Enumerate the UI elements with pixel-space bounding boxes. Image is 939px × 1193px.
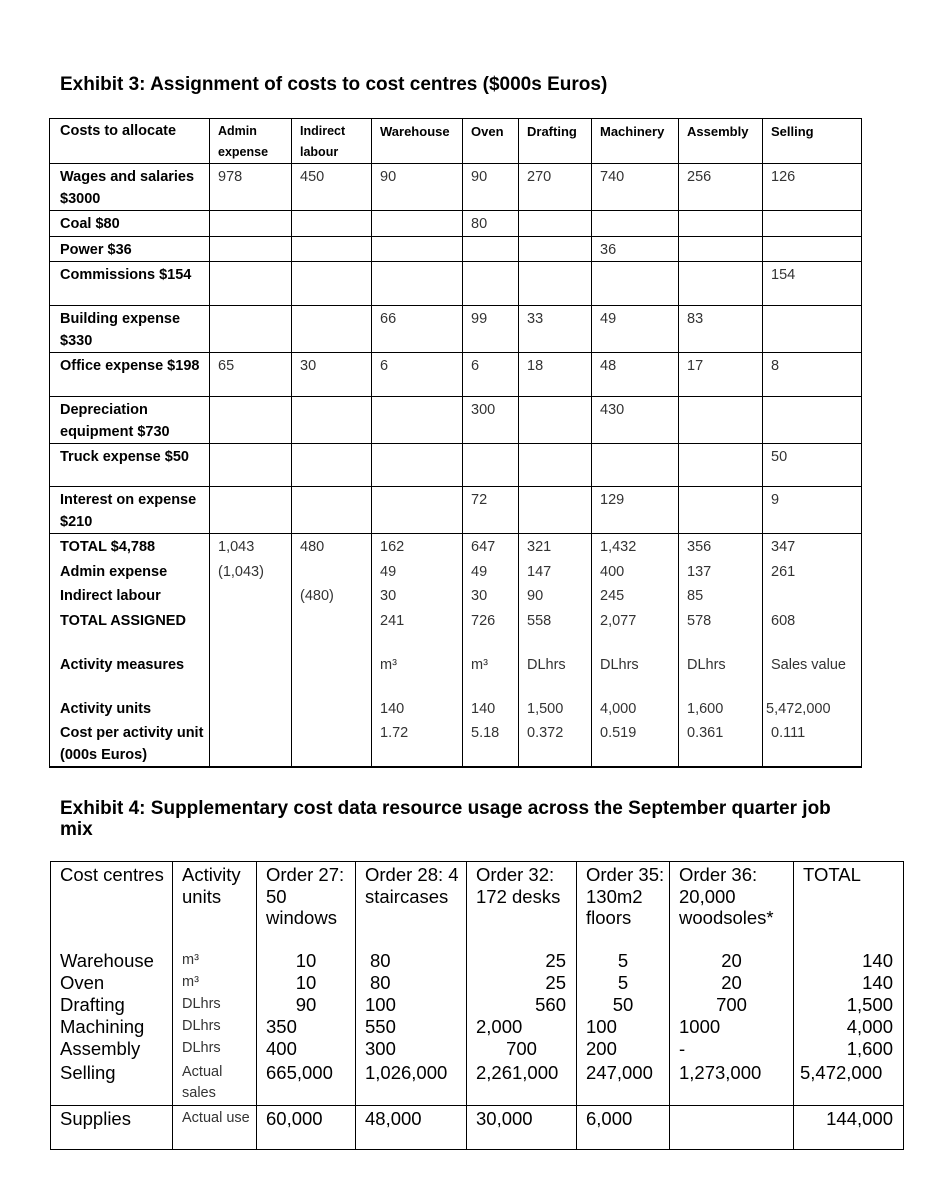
- table-cell: 85: [679, 583, 763, 608]
- table-cell: 1,043: [210, 534, 292, 559]
- table-cell: 1,500: [519, 696, 592, 721]
- table-cell: 30: [292, 353, 372, 397]
- table-cell: 90: [519, 583, 592, 608]
- table-cell: [372, 262, 463, 306]
- table-cell: 400: [257, 1038, 356, 1060]
- table-cell: 140: [463, 696, 519, 721]
- table-cell: 49: [372, 559, 463, 584]
- table-cell: 80: [463, 211, 519, 237]
- table-cell: 2,000: [467, 1016, 577, 1038]
- table-row: [50, 583, 862, 608]
- table-cell: 25: [467, 972, 577, 994]
- table-cell: 80: [356, 972, 467, 994]
- row-label: Truck expense $50: [50, 444, 210, 487]
- table-cell: [292, 720, 372, 767]
- table-cell: 647: [463, 534, 519, 559]
- table-cell: 270: [519, 164, 592, 211]
- table-cell: 100: [356, 994, 467, 1016]
- header-cell: Assembly: [679, 119, 763, 164]
- row-label: Cost per activity unit (000s Euros): [50, 720, 210, 767]
- row-label: Coal $80: [50, 211, 210, 237]
- header-cell: Oven: [463, 119, 519, 164]
- table-row: [50, 236, 862, 262]
- table-cell: [679, 397, 763, 444]
- row-label: Activity measures: [50, 652, 210, 696]
- header-cell: Indirect labour: [292, 119, 372, 164]
- table-cell: 578: [679, 608, 763, 652]
- table-cell: 256: [679, 164, 763, 211]
- table-cell: [592, 444, 679, 487]
- header-cell: Order 36: 20,000 woodsoles*: [670, 862, 794, 950]
- table-cell: 66: [372, 306, 463, 353]
- table-cell: [763, 306, 862, 353]
- row-label: Power $36: [50, 236, 210, 262]
- table-cell: 2,077: [592, 608, 679, 652]
- table-cell: 140: [794, 972, 904, 994]
- table-cell: 30: [372, 583, 463, 608]
- table-row: [50, 444, 862, 487]
- table-row: [51, 1060, 904, 1106]
- table-cell: 83: [679, 306, 763, 353]
- table-cell: [679, 262, 763, 306]
- table-cell: [292, 652, 372, 696]
- header-cell: Drafting: [519, 119, 592, 164]
- table-cell: [292, 397, 372, 444]
- table-cell: 30: [463, 583, 519, 608]
- table-cell: 72: [463, 487, 519, 534]
- unit-cell: Actual use: [173, 1105, 257, 1149]
- table-cell: [292, 262, 372, 306]
- table-cell: [763, 397, 862, 444]
- table-cell: (480): [292, 583, 372, 608]
- table-cell: [519, 444, 592, 487]
- table-row: [51, 950, 904, 972]
- table-cell: 1,600: [794, 1038, 904, 1060]
- table-cell: 30,000: [467, 1105, 577, 1149]
- table-cell: [519, 236, 592, 262]
- table-cell: 10: [257, 950, 356, 972]
- table-cell: [210, 487, 292, 534]
- row-label: Building expense $330: [50, 306, 210, 353]
- table-cell: 8: [763, 353, 862, 397]
- row-label: Depreciation equipment $730: [50, 397, 210, 444]
- table-cell: 6,000: [577, 1105, 670, 1149]
- table-cell: [292, 444, 372, 487]
- table-cell: [463, 444, 519, 487]
- table-cell: 200: [577, 1038, 670, 1060]
- table-cell: [210, 583, 292, 608]
- header-cell: Order 32: 172 desks: [467, 862, 577, 950]
- table-cell: 350: [257, 1016, 356, 1038]
- table-cell: DLhrs: [592, 652, 679, 696]
- table-cell: 2,261,000: [467, 1060, 577, 1106]
- table-cell: (1,043): [210, 559, 292, 584]
- table-cell: 245: [592, 583, 679, 608]
- table-cell: [210, 236, 292, 262]
- table-cell: 300: [356, 1038, 467, 1060]
- row-label: Indirect labour: [50, 583, 210, 608]
- table-cell: 0.372: [519, 720, 592, 767]
- table-cell: 700: [467, 1038, 577, 1060]
- table-cell: DLhrs: [679, 652, 763, 696]
- table-row: [50, 397, 862, 444]
- table-cell: 49: [592, 306, 679, 353]
- table-row: [50, 353, 862, 397]
- table-cell: [670, 1105, 794, 1149]
- table-cell: 1.72: [372, 720, 463, 767]
- table-cell: 1,432: [592, 534, 679, 559]
- table-cell: 33: [519, 306, 592, 353]
- table-row: [50, 608, 862, 652]
- table-cell: [519, 397, 592, 444]
- row-label: Drafting: [51, 994, 173, 1016]
- table-cell: 48: [592, 353, 679, 397]
- table-row: [50, 487, 862, 534]
- header-cell: Selling: [763, 119, 862, 164]
- table-cell: 36: [592, 236, 679, 262]
- table-cell: 0.519: [592, 720, 679, 767]
- table-cell: 20: [670, 950, 794, 972]
- exhibit4-header-row: [51, 862, 904, 950]
- row-label: TOTAL $4,788: [50, 534, 210, 559]
- table-cell: 90: [372, 164, 463, 211]
- row-label: Activity units: [50, 696, 210, 721]
- table-cell: 48,000: [356, 1105, 467, 1149]
- table-cell: [372, 444, 463, 487]
- table-cell: [210, 696, 292, 721]
- table-cell: 5,472,000: [794, 1060, 904, 1106]
- table-cell: 147: [519, 559, 592, 584]
- table-cell: m³: [463, 652, 519, 696]
- table-cell: 1,026,000: [356, 1060, 467, 1106]
- table-cell: [519, 211, 592, 237]
- table-cell: 140: [372, 696, 463, 721]
- table-cell: [679, 487, 763, 534]
- table-cell: 726: [463, 608, 519, 652]
- table-cell: [210, 211, 292, 237]
- row-label: TOTAL ASSIGNED: [50, 608, 210, 652]
- exhibit3-title: Exhibit 3: Assignment of costs to cost centres ($000s Euros): [60, 74, 608, 95]
- table-cell: 1,600: [679, 696, 763, 721]
- table-cell: Sales value: [763, 652, 862, 696]
- table-cell: [210, 397, 292, 444]
- exhibit4-table: [50, 861, 904, 1150]
- row-label: Office expense $198: [50, 353, 210, 397]
- table-cell: 400: [592, 559, 679, 584]
- table-cell: 140: [794, 950, 904, 972]
- table-row: [50, 164, 862, 211]
- table-cell: 17: [679, 353, 763, 397]
- row-label: Admin expense: [50, 559, 210, 584]
- row-label: Assembly: [51, 1038, 173, 1060]
- header-cell: Machinery: [592, 119, 679, 164]
- table-cell: [372, 236, 463, 262]
- table-cell: 0.111: [763, 720, 862, 767]
- table-cell: 300: [463, 397, 519, 444]
- table-cell: 20: [670, 972, 794, 994]
- table-cell: [210, 652, 292, 696]
- header-cell: Admin expense: [210, 119, 292, 164]
- table-cell: 356: [679, 534, 763, 559]
- table-cell: 1000: [670, 1016, 794, 1038]
- table-cell: [463, 236, 519, 262]
- table-cell: 1,500: [794, 994, 904, 1016]
- table-cell: 126: [763, 164, 862, 211]
- table-cell: 4,000: [794, 1016, 904, 1038]
- table-cell: [210, 608, 292, 652]
- table-cell: 321: [519, 534, 592, 559]
- table-cell: 65: [210, 353, 292, 397]
- header-cell: Costs to allocate: [50, 119, 210, 164]
- table-cell: 25: [467, 950, 577, 972]
- exhibit3-header-row: [50, 119, 862, 164]
- table-cell: -: [670, 1038, 794, 1060]
- table-cell: 99: [463, 306, 519, 353]
- table-cell: [763, 236, 862, 262]
- table-cell: 90: [463, 164, 519, 211]
- table-cell: 5.18: [463, 720, 519, 767]
- table-cell: 18: [519, 353, 592, 397]
- table-row: [50, 559, 862, 584]
- unit-cell: DLhrs: [173, 1016, 257, 1038]
- table-row: [51, 1016, 904, 1038]
- table-cell: [519, 487, 592, 534]
- table-cell: 4,000: [592, 696, 679, 721]
- table-cell: 60,000: [257, 1105, 356, 1149]
- table-cell: 90: [257, 994, 356, 1016]
- table-cell: 1,273,000: [670, 1060, 794, 1106]
- table-cell: 49: [463, 559, 519, 584]
- table-cell: 100: [577, 1016, 670, 1038]
- table-row: [51, 1038, 904, 1060]
- table-row: [50, 262, 862, 306]
- table-row: [51, 1105, 904, 1149]
- table-cell: [592, 262, 679, 306]
- table-cell: [592, 211, 679, 237]
- row-label: Oven: [51, 972, 173, 994]
- header-cell: Order 28: 4 staircases: [356, 862, 467, 950]
- table-cell: 978: [210, 164, 292, 211]
- table-cell: 430: [592, 397, 679, 444]
- table-cell: 347: [763, 534, 862, 559]
- table-cell: [519, 262, 592, 306]
- exhibit3-table: [49, 118, 862, 768]
- table-cell: [292, 559, 372, 584]
- table-cell: 162: [372, 534, 463, 559]
- header-cell: Cost centres: [51, 862, 173, 950]
- table-cell: 247,000: [577, 1060, 670, 1106]
- unit-cell: m³: [173, 972, 257, 994]
- row-label: Selling: [51, 1060, 173, 1106]
- table-cell: [210, 720, 292, 767]
- table-cell: [210, 262, 292, 306]
- table-cell: 50: [763, 444, 862, 487]
- row-label: Commissions $154: [50, 262, 210, 306]
- exhibit4-title: Exhibit 4: Supplementary cost data resource usage across the September quarter job mix: [60, 798, 831, 840]
- table-cell: [292, 696, 372, 721]
- row-label: Machining: [51, 1016, 173, 1038]
- table-cell: 50: [577, 994, 670, 1016]
- table-cell: 261: [763, 559, 862, 584]
- table-cell: [372, 487, 463, 534]
- table-cell: [463, 262, 519, 306]
- table-cell: 137: [679, 559, 763, 584]
- table-cell: 6: [463, 353, 519, 397]
- table-cell: [372, 397, 463, 444]
- table-cell: [292, 236, 372, 262]
- table-cell: [210, 306, 292, 353]
- table-cell: [372, 211, 463, 237]
- table-cell: 80: [356, 950, 467, 972]
- table-cell: 560: [467, 994, 577, 1016]
- table-cell: 5: [577, 972, 670, 994]
- header-cell: Activity units: [173, 862, 257, 950]
- table-cell: 558: [519, 608, 592, 652]
- table-cell: [679, 211, 763, 237]
- table-cell: 5: [577, 950, 670, 972]
- table-cell: [292, 211, 372, 237]
- table-cell: 6: [372, 353, 463, 397]
- table-cell: 608: [763, 608, 862, 652]
- table-cell: [292, 608, 372, 652]
- table-row: [50, 652, 862, 696]
- header-cell: Order 27: 50 windows: [257, 862, 356, 950]
- table-cell: 5,472,000: [763, 696, 862, 721]
- table-cell: 450: [292, 164, 372, 211]
- table-row: [51, 972, 904, 994]
- unit-cell: Actual sales: [173, 1060, 257, 1106]
- table-cell: 700: [670, 994, 794, 1016]
- table-cell: 9: [763, 487, 862, 534]
- row-label: Wages and salaries $3000: [50, 164, 210, 211]
- unit-cell: m³: [173, 950, 257, 972]
- table-cell: 241: [372, 608, 463, 652]
- table-row: [50, 306, 862, 353]
- table-cell: [679, 444, 763, 487]
- table-cell: 10: [257, 972, 356, 994]
- row-label: Warehouse: [51, 950, 173, 972]
- table-cell: [763, 583, 862, 608]
- unit-cell: DLhrs: [173, 994, 257, 1016]
- row-label: Interest on expense $210: [50, 487, 210, 534]
- table-cell: m³: [372, 652, 463, 696]
- table-cell: [210, 444, 292, 487]
- row-label: Supplies: [51, 1105, 173, 1149]
- header-cell: TOTAL: [794, 862, 904, 950]
- table-cell: [763, 211, 862, 237]
- table-row: [50, 211, 862, 237]
- table-cell: DLhrs: [519, 652, 592, 696]
- table-row: [50, 720, 862, 767]
- table-cell: [292, 487, 372, 534]
- table-row: [50, 534, 862, 559]
- table-cell: 740: [592, 164, 679, 211]
- unit-cell: DLhrs: [173, 1038, 257, 1060]
- table-cell: 665,000: [257, 1060, 356, 1106]
- table-cell: 154: [763, 262, 862, 306]
- table-cell: 480: [292, 534, 372, 559]
- table-cell: 0.361: [679, 720, 763, 767]
- table-cell: 550: [356, 1016, 467, 1038]
- table-cell: 144,000: [794, 1105, 904, 1149]
- table-row: [51, 994, 904, 1016]
- table-cell: [292, 306, 372, 353]
- header-cell: Order 35: 130m2 floors: [577, 862, 670, 950]
- header-cell: Warehouse: [372, 119, 463, 164]
- table-cell: [679, 236, 763, 262]
- table-cell: 129: [592, 487, 679, 534]
- table-row: [50, 696, 862, 721]
